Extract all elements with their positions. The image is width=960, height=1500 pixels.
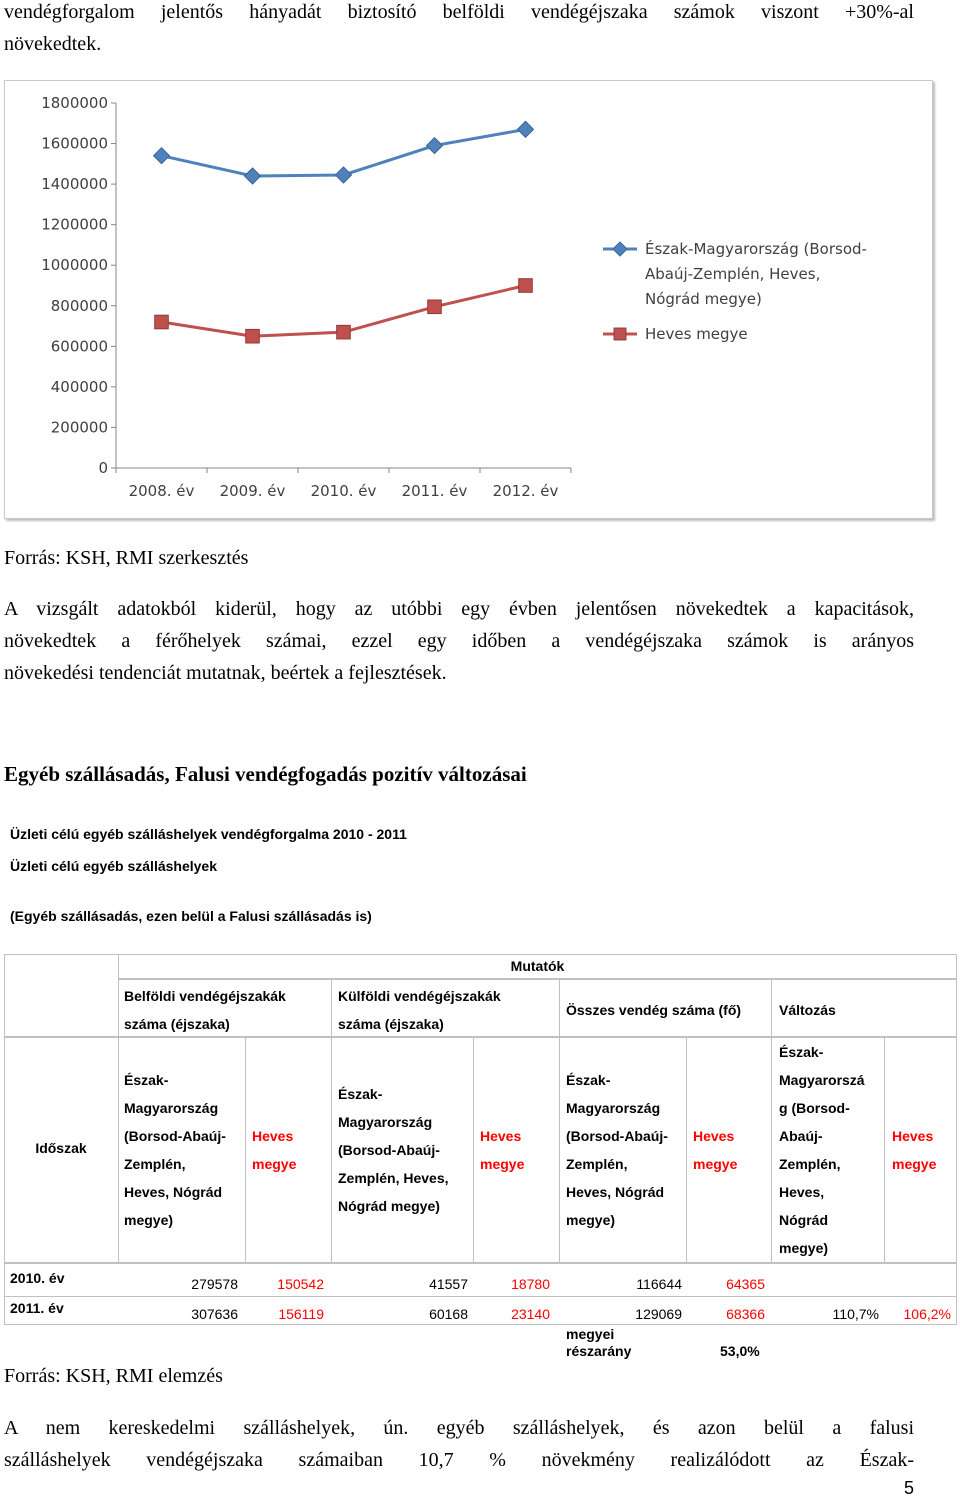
table-cell: 64365 xyxy=(726,1276,765,1292)
subheader-region: Észak- Magyarország (Borsod-Abaúj- Zemplén, Heves, Nógrád megye) xyxy=(338,1086,449,1214)
header-mutatok: Mutatók xyxy=(510,958,565,974)
y-tick-label: 400000 xyxy=(50,377,108,396)
intro-line-2: növekedtek. xyxy=(4,33,102,55)
y-tick-label: 800000 xyxy=(50,296,108,315)
y-tick-label: 1000000 xyxy=(41,256,108,275)
y-tick-label: 1800000 xyxy=(41,94,108,112)
group-valtozas: Változás xyxy=(779,1002,836,1018)
x-tick-label: 2011. év xyxy=(401,482,468,500)
line-chart-svg xyxy=(5,81,932,518)
para2-line-2: szálláshelyek vendégéjszaka számaiban 10,7 % növekmény realizálódott az Észak- xyxy=(4,1449,914,1471)
data-point xyxy=(519,279,533,293)
legend-label: Észak-Magyarország (Borsod- xyxy=(645,240,867,258)
legend-marker xyxy=(614,328,626,340)
section-heading: Egyéb szállásadás, Falusi vendégfogadás pozitív változásai xyxy=(4,762,527,786)
para1-line-3: növekedési tendenciát mutatnak, beértek a fejlesztések. xyxy=(4,662,447,684)
para1-line-2: növekedtek a férőhelyek számai, ezzel egy időben a vendégéjszaka számok is arányos xyxy=(4,630,914,652)
intro-line-1: vendégforgalom jelentős hányadát biztosító belföldi vendégéjszaka számok viszont +30%-al xyxy=(4,1,914,23)
table-line xyxy=(245,1038,246,1262)
data-point xyxy=(427,138,443,154)
share-label-2: részarány xyxy=(566,1343,632,1359)
table-cell: 60168 xyxy=(429,1306,468,1322)
legend-label: Heves megye xyxy=(645,325,748,343)
subheader-region: Észak- Magyarorszá g (Borsod- Abaúj- Zemplén, Heves, Nógrád megye) xyxy=(779,1044,865,1256)
table-cell: 156119 xyxy=(278,1306,324,1322)
table-cell: 116644 xyxy=(636,1276,682,1292)
share-value: 53,0% xyxy=(720,1343,760,1359)
y-tick-label: 0 xyxy=(98,459,108,477)
data-point xyxy=(154,148,170,164)
chart-series xyxy=(154,121,534,343)
data-point xyxy=(518,121,534,137)
group-belfoldi-line1: Belföldi vendégéjszakák xyxy=(124,988,286,1004)
x-axis xyxy=(116,468,571,500)
chart-source: Forrás: KSH, RMI szerkesztés xyxy=(4,547,249,569)
table-cell: 18780 xyxy=(511,1276,550,1292)
group-kulfoldi-line2: száma (éjszaka) xyxy=(338,1016,444,1032)
table-cell: 129069 xyxy=(635,1306,682,1322)
table-line xyxy=(4,1262,957,1264)
para1-line-1: A vizsgált adatokból kiderül, hogy az utóbbi egy évben jelentősen növekedtek a kapacitások, xyxy=(4,598,914,620)
subheader-heves: Heves megye xyxy=(693,1128,738,1172)
legend-marker xyxy=(613,242,627,256)
subheader-region: Észak- Magyarország (Borsod-Abaúj- Zemplén, Heves, Nógrád megye) xyxy=(124,1072,226,1228)
table-cell: 23140 xyxy=(511,1306,550,1322)
legend-label: Nógrád megye) xyxy=(645,290,762,308)
para2-line-1: A nem kereskedelmi szálláshelyek, ún. egyéb szálláshelyek, és azon belül a falusi xyxy=(4,1417,914,1439)
y-tick-label: 200000 xyxy=(50,418,108,437)
table-cell: 41557 xyxy=(429,1276,468,1292)
y-axis xyxy=(41,94,116,477)
data-point xyxy=(428,300,442,314)
data-point xyxy=(245,168,261,184)
table-line xyxy=(331,980,332,1262)
y-tick-label: 600000 xyxy=(50,337,108,356)
table-cell: 106,2% xyxy=(903,1306,951,1322)
group-osszes: Összes vendég száma (fő) xyxy=(566,1002,742,1018)
subheader-heves: Heves megye xyxy=(892,1128,937,1172)
table-cell: 150542 xyxy=(277,1276,324,1292)
group-kulfoldi-line1: Külföldi vendégéjszakák xyxy=(338,988,501,1004)
page-number: 5 xyxy=(903,1478,914,1498)
table-title-3: (Egyéb szállásadás, ezen belül a Falusi szállásadás is) xyxy=(10,908,372,924)
header-idoszak: Időszak xyxy=(35,1140,87,1156)
table-cell: 110,7% xyxy=(832,1306,879,1322)
table-line xyxy=(4,1036,118,1038)
x-tick-label: 2008. év xyxy=(128,482,195,500)
share-label-1: megyei xyxy=(566,1326,615,1342)
table-line xyxy=(118,954,119,1262)
x-tick-label: 2010. év xyxy=(310,482,377,500)
y-tick-label: 1600000 xyxy=(41,134,108,153)
table-title-1: Üzleti célú egyéb szálláshelyek vendégforgalma 2010 - 2011 xyxy=(10,826,407,842)
group-belfoldi-line2: száma (éjszaka) xyxy=(124,1016,230,1032)
data-point xyxy=(155,315,169,329)
subheader-heves: Heves megye xyxy=(480,1128,525,1172)
y-tick-label: 1400000 xyxy=(41,175,108,194)
y-tick-label: 1200000 xyxy=(41,215,108,234)
table-title-2: Üzleti célú egyéb szálláshelyek xyxy=(10,858,217,874)
subheader-heves: Heves megye xyxy=(252,1128,297,1172)
line-chart xyxy=(4,80,933,519)
table-line xyxy=(4,1296,957,1297)
table-line xyxy=(4,1324,957,1325)
table-line xyxy=(559,980,560,1262)
chart-legend xyxy=(603,239,867,343)
table-line xyxy=(884,1038,885,1262)
table-line xyxy=(686,1038,687,1262)
row-label: 2011. év xyxy=(10,1300,64,1316)
x-tick-label: 2012. év xyxy=(492,482,559,500)
table-cell: 307636 xyxy=(191,1306,238,1322)
legend-label: Abaúj-Zemplén, Heves, xyxy=(645,265,821,283)
data-point xyxy=(337,325,351,339)
table-line xyxy=(956,954,957,1324)
x-tick-label: 2009. év xyxy=(219,482,286,500)
subheader-region: Észak- Magyarország (Borsod-Abaúj- Zemplén, Heves, Nógrád megye) xyxy=(566,1072,668,1228)
table-cell: 68366 xyxy=(726,1306,765,1322)
table-line xyxy=(771,980,772,1262)
row-label: 2010. év xyxy=(10,1270,65,1286)
table-line xyxy=(473,1038,474,1262)
table-source: Forrás: KSH, RMI elemzés xyxy=(4,1365,223,1387)
table-cell: 279578 xyxy=(191,1276,238,1292)
data-point xyxy=(336,167,352,183)
data-point xyxy=(246,329,260,343)
